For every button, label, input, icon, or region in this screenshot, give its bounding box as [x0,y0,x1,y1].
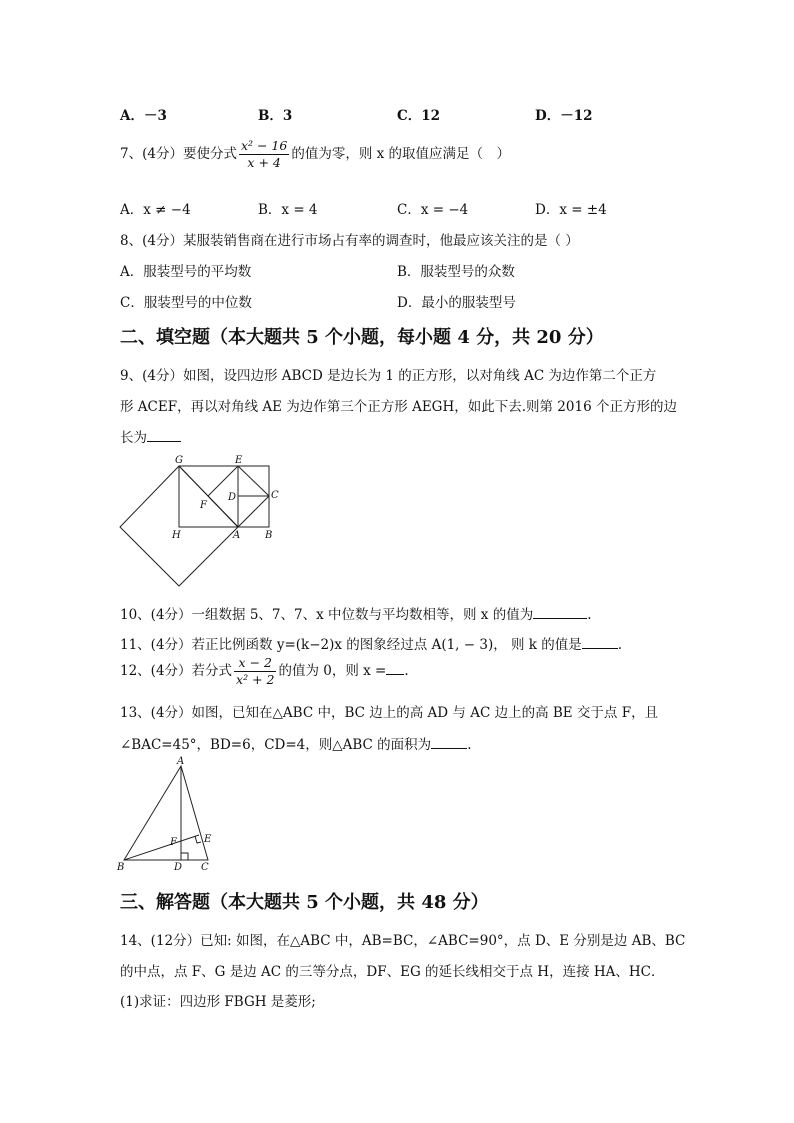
q13-line-2 [120,733,471,753]
label-a: A [177,756,185,767]
q6-option-a: A．－3 [120,108,167,124]
q8-option-a: A．服装型号的平均数 [120,264,252,280]
label-f: F [200,500,207,511]
q7-fraction-denominator: x + 4 [247,155,281,170]
q14-line-1: 14、(12分）已知: 如图，在△ABC 中，AB=BC，∠ABC=90°，点 D、E 分别是边 AB、BC [120,933,686,949]
q6-option-c: C．12 [397,108,441,124]
label-c: C [271,490,279,501]
q13-answer-blank [431,736,467,749]
q7-fraction-numerator: x² − 16 [240,138,288,153]
label-f: F [170,837,177,848]
q7-prefix: 7、(4分）要使分式 [120,146,237,162]
q14-line-2: 的中点，点 F、G 是边 AC 的三等分点，DF、EG 的延长线相交于点 H，连接 HA、HC． [120,964,665,980]
q7-option-c: C．x = −4 [397,202,469,218]
q12-answer-blank [386,662,404,675]
q8-option-b: B．服装型号的众数 [397,264,515,280]
q12 [120,655,409,688]
right-angle-e [195,836,201,843]
label-b: B [265,530,273,541]
q9-squares-figure [115,452,295,590]
q12-fraction [234,655,276,688]
q7-fraction [239,138,289,171]
q13-end: . [467,737,472,753]
q12-fraction-denominator: x² + 2 [236,672,275,687]
q12-prefix: 12、(4分）若分式 [120,663,233,679]
q7-option-d: D．x = ±4 [535,202,607,218]
q8-option-c: C．服装型号的中位数 [120,295,252,311]
q10-end: . [587,607,592,623]
q7-option-a: A．x ≠ −4 [120,202,191,218]
q11-answer-blank [582,636,618,649]
q13-line-2-text: ∠BAC=45°，BD=6，CD=4，则△ABC 的面积为 [120,737,432,753]
q11-end: . [617,637,623,653]
label-d: D [174,862,183,873]
q10-text: 10、(4分）一组数据 5、7、7、x 中位数与平均数相等，则 x 的值为 [120,607,534,623]
q9-line-1: 9、(4分）如图，设四边形 ABCD 是边长为 1 的正方形，以对角线 AC 为边作第二个正方 [120,368,657,384]
q11-text: 11、(4分）若正比例函数 y=(k−2)x 的图象经过点 A(1, − 3)， 则 k 的值是 [120,637,582,653]
section-2-heading: 二、填空题（本大题共 5 个小题，每小题 4 分，共 20 分） [120,327,604,348]
q7-suffix: 的值为零，则 x 的取值应满足（ ） [291,146,511,162]
label-e: E [204,834,212,845]
q7-option-b: B．x = 4 [258,202,318,218]
q14-line-3: (1)求证：四边形 FBGH 是菱形; [120,994,316,1010]
q10-answer-blank [533,606,587,619]
q9-answer-blank [147,429,181,442]
q9-line-2: 形 ACEF，再以对角线 AE 为边作第三个正方形 AEGH，如此下去.则第 2016 个正方形的边 [120,399,677,415]
segment-ec [238,466,269,496]
label-g: G [175,455,183,466]
label-h: H [172,530,181,541]
q12-suffix: 的值为 0，则 x = [278,663,387,679]
q13-line-1: 13、(4分）如图，已知在△ABC 中，BC 边上的高 AD 与 AC 边上的高 BE 交于点 F，且 [120,705,659,721]
q12-end: . [404,663,409,679]
label-c: C [201,862,209,873]
label-a: A [233,530,241,541]
q13-triangle-figure [115,752,225,877]
section-3-heading: 三、解答题（本大题共 5 个小题，共 48 分） [120,892,489,913]
segment-ac [238,496,269,527]
q11 [120,633,622,653]
q6-option-d: D．－12 [535,108,593,124]
q8-option-d: D．最小的服装型号 [397,295,516,311]
q9-line-3 [120,426,181,446]
q6-option-b: B．3 [258,108,293,124]
label-e: E [235,455,243,466]
q12-fraction-numerator: x − 2 [234,655,276,672]
label-b: B [117,862,125,873]
q9-line-3-text: 长为 [120,430,147,446]
right-angle-d [181,853,188,860]
label-d: D [228,492,237,503]
q10 [120,603,592,623]
q8-stem: 8、(4分）某服装销售商在进行市场占有率的调查时，他最应该关注的是（ ） [120,233,579,249]
q7-stem [120,138,510,171]
